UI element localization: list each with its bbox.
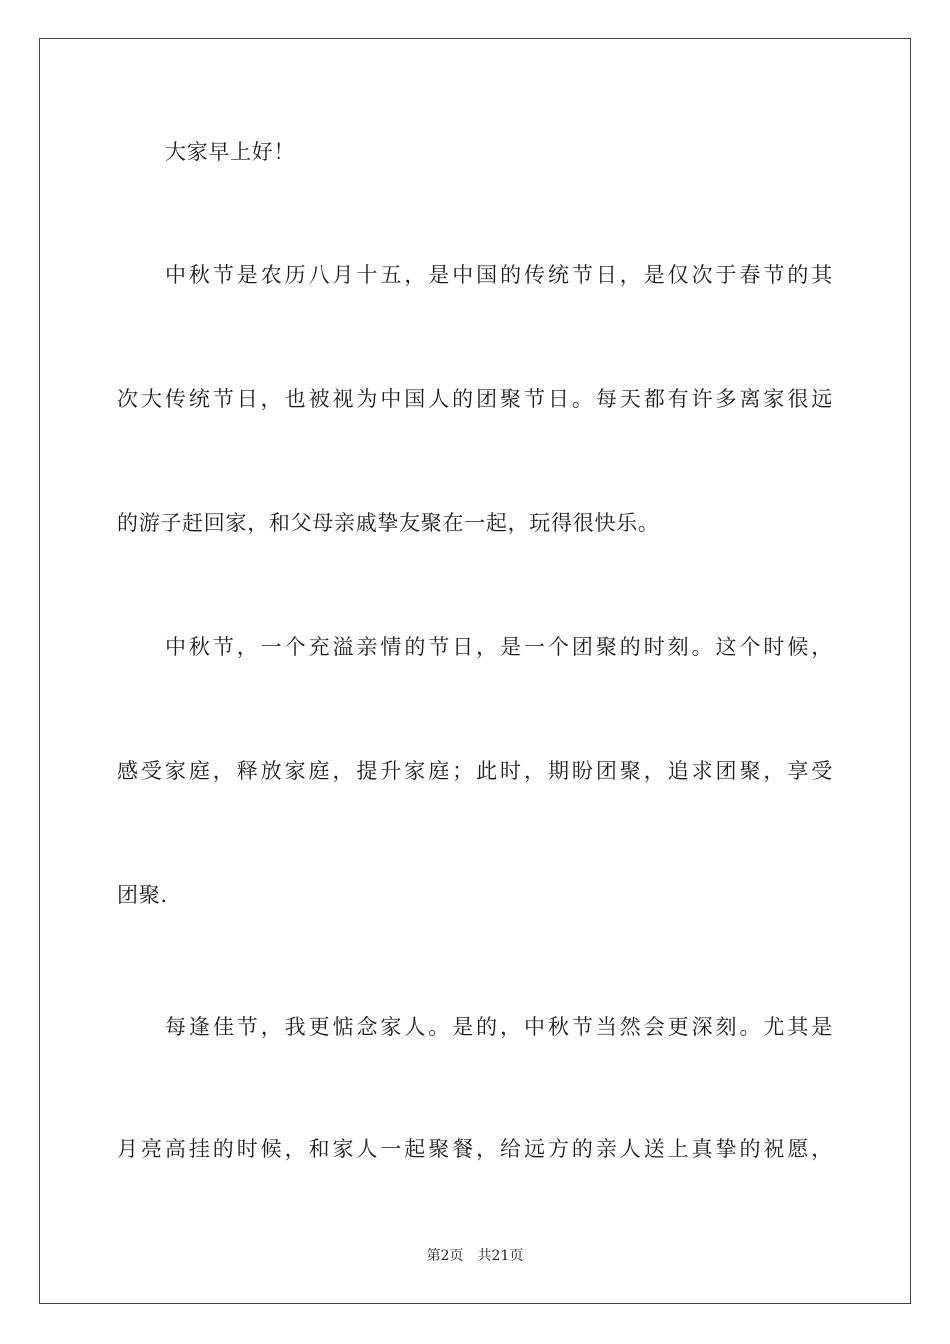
paragraph-1-line-2: 次大传统节日，也被视为中国人的团聚节日。每天都有许多离家很远	[117, 387, 833, 411]
paragraph-2-line-2: 感受家庭，释放家庭，提升家庭；此时，期盼团聚，追求团聚，享受	[117, 759, 833, 783]
paragraph-1-line-3: 的游子赶回家，和父母亲戚挚友聚在一起，玩得很快乐。	[117, 511, 660, 535]
page-footer	[0, 1246, 950, 1266]
page-number: 第2页	[426, 1248, 464, 1264]
paragraph-1-line-1: 中秋节是农历八月十五，是中国的传统节日，是仅次于春节的其	[165, 263, 833, 287]
paragraph-2-line-3: 团聚.	[117, 883, 168, 907]
paragraph-3-line-1: 每逢佳节，我更惦念家人。是的，中秋节当然会更深刻。尤其是	[165, 1015, 833, 1039]
greeting-line: 大家早上好！	[165, 140, 296, 164]
page-border	[39, 38, 911, 1304]
paragraph-2-line-1: 中秋节，一个充溢亲情的节日，是一个团聚的时刻。这个时候，	[165, 635, 833, 659]
total-pages: 共21页	[477, 1248, 524, 1264]
paragraph-3-line-2: 月亮高挂的时候，和家人一起聚餐，给远方的亲人送上真挚的祝愿，	[117, 1137, 833, 1161]
